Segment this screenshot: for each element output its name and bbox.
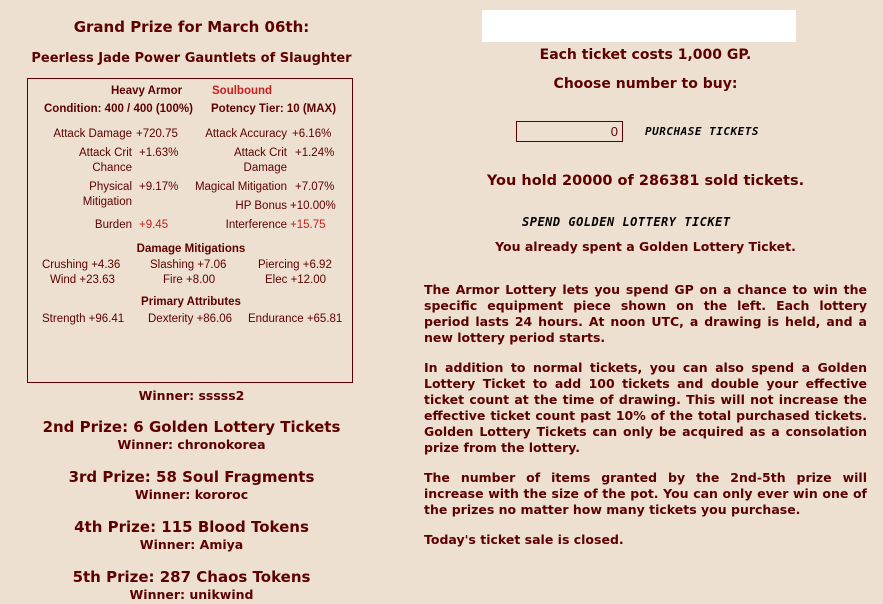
stat-phys-mit-value: +9.17% bbox=[139, 181, 179, 193]
mitigation-crushing: Crushing +4.36 bbox=[42, 259, 121, 271]
prize-3-winner: Winner: kororoc bbox=[134, 487, 249, 502]
stat-interference-label: Interference bbox=[225, 219, 287, 231]
mitigation-wind: Wind +23.63 bbox=[50, 274, 115, 286]
purchase-tickets-button[interactable]: PURCHASE TICKETS bbox=[645, 125, 759, 138]
spend-golden-ticket-button[interactable]: SPEND GOLDEN LOTTERY TICKET bbox=[522, 215, 731, 229]
stat-mag-mit-value: +7.07% bbox=[295, 181, 335, 193]
prize-5-winner: Winner: unikwind bbox=[129, 587, 254, 602]
stat-attack-accuracy-value: +6.16% bbox=[292, 128, 332, 140]
item-image-panel bbox=[482, 10, 796, 42]
stat-phys-mit-label-2: Mitigation bbox=[82, 196, 132, 208]
ticket-quantity-input[interactable] bbox=[516, 121, 623, 142]
grand-prize-winner: Winner: sssss2 bbox=[138, 388, 245, 403]
attribute-dexterity: Dexterity +86.06 bbox=[148, 313, 233, 325]
held-tickets-text: You hold 20000 of 286381 sold tickets. bbox=[486, 173, 805, 189]
attribute-strength: Strength +96.41 bbox=[42, 313, 125, 325]
prize-4-title: 4th Prize: 115 Blood Tokens bbox=[74, 518, 309, 536]
stat-hp-bonus-value: +10.00% bbox=[290, 200, 336, 212]
stat-crit-damage-label-1: Attack Crit bbox=[233, 147, 287, 159]
stat-crit-damage-value: +1.24% bbox=[295, 147, 335, 159]
golden-ticket-status: You already spent a Golden Lottery Ticket. bbox=[495, 239, 796, 254]
stat-burden-value: +9.45 bbox=[139, 219, 169, 231]
prize-2-title: 2nd Prize: 6 Golden Lottery Tickets bbox=[42, 418, 341, 436]
mitigation-fire: Fire +8.00 bbox=[163, 274, 216, 286]
mitigation-elec: Elec +12.00 bbox=[265, 274, 327, 286]
stat-attack-damage-value: +720.75 bbox=[136, 128, 178, 140]
info-paragraph-2: In addition to normal tickets, you can also spend a Golden Lottery Ticket to add 100 tickets and double your effective ticket count at the time of drawing. This will not increase the effective ticket count past 10% of the total purchased tickets. Golden Lottery Tickets can only be acquired as a consolation prize from the lottery. bbox=[424, 360, 867, 455]
grand-prize-title: Grand Prize for March 06th: bbox=[73, 18, 310, 36]
item-name: Peerless Jade Power Gauntlets of Slaughter bbox=[31, 51, 352, 66]
attribute-endurance: Endurance +65.81 bbox=[248, 313, 343, 325]
stat-hp-bonus-label: HP Bonus bbox=[235, 200, 287, 212]
stat-crit-chance-value: +1.63% bbox=[139, 147, 179, 159]
prize-2-winner: Winner: chronokorea bbox=[117, 437, 266, 452]
stat-attack-accuracy-label: Attack Accuracy bbox=[205, 128, 287, 140]
stat-attack-damage-label: Attack Damage bbox=[53, 128, 132, 140]
stat-phys-mit-label-1: Physical bbox=[89, 181, 132, 193]
ticket-cost-text: Each ticket costs 1,000 GP. bbox=[539, 47, 752, 63]
prize-5-title: 5th Prize: 287 Chaos Tokens bbox=[72, 568, 311, 586]
info-paragraph-3: The number of items granted by the 2nd-5th prize will increase with the size of the pot. You can only ever win one of the prizes no matter how many tickets you purchase. bbox=[424, 470, 867, 517]
damage-mitigations-heading: Damage Mitigations bbox=[136, 243, 246, 255]
mitigation-piercing: Piercing +6.92 bbox=[258, 259, 332, 271]
stat-crit-damage-label-2: Damage bbox=[243, 162, 287, 174]
prize-3-title: 3rd Prize: 58 Soul Fragments bbox=[68, 468, 315, 486]
stat-crit-chance-label-2: Chance bbox=[92, 162, 132, 174]
item-condition: Condition: 400 / 400 (100%) bbox=[44, 103, 193, 115]
sale-closed-text: Today's ticket sale is closed. bbox=[424, 532, 624, 547]
stat-interference-value: +15.75 bbox=[290, 219, 326, 231]
stat-crit-chance-label-1: Attack Crit bbox=[78, 147, 132, 159]
item-potency: Potency Tier: 10 (MAX) bbox=[211, 103, 337, 115]
choose-number-text: Choose number to buy: bbox=[553, 76, 738, 92]
info-paragraph-1: The Armor Lottery lets you spend GP on a chance to win the specific equipment piece shown on the left. Each lottery period lasts 24 hours. At noon UTC, a drawing is held, and a new lottery period starts. bbox=[424, 282, 867, 345]
prize-4-winner: Winner: Amiya bbox=[139, 537, 244, 552]
item-stats-box bbox=[27, 78, 353, 383]
stat-mag-mit-label: Magical Mitigation bbox=[194, 181, 287, 193]
mitigation-slashing: Slashing +7.06 bbox=[150, 259, 227, 271]
primary-attributes-heading: Primary Attributes bbox=[141, 296, 241, 308]
stat-burden-label: Burden bbox=[94, 219, 132, 231]
soulbound-label: Soulbound bbox=[212, 85, 273, 97]
item-type: Heavy Armor bbox=[111, 85, 183, 97]
